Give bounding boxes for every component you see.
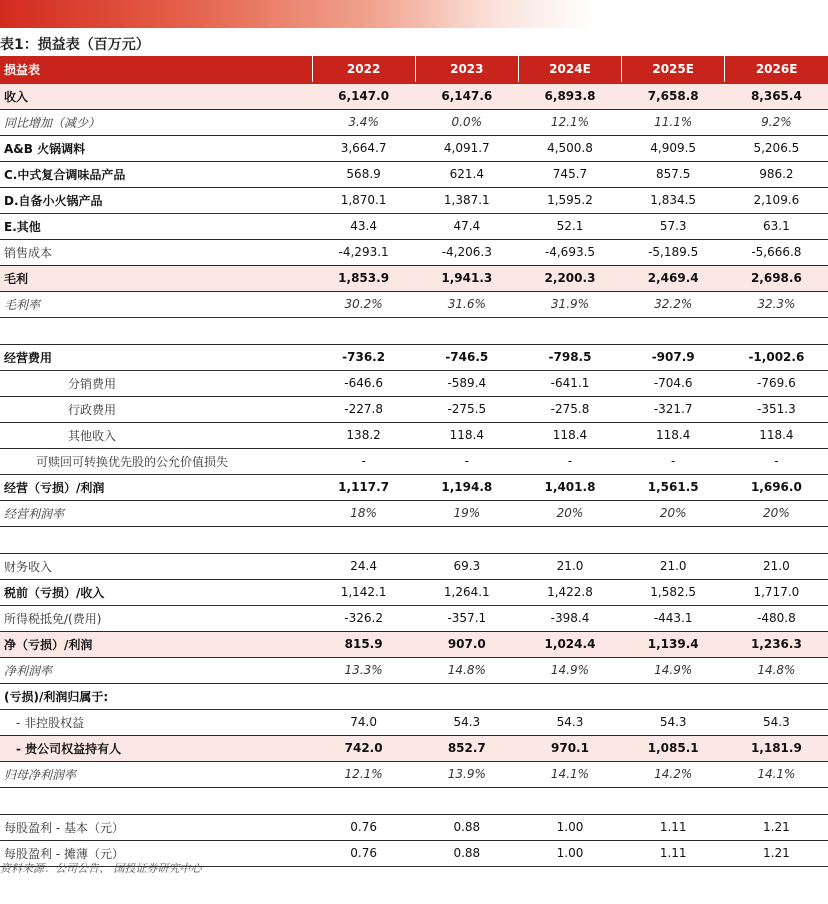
row-value: -641.1 [518, 370, 621, 396]
table-body [0, 83, 828, 866]
row-value: 1,561.5 [622, 474, 725, 500]
row-value: 6,147.6 [415, 83, 518, 109]
row-value [622, 787, 725, 814]
row-value [622, 526, 725, 553]
row-value: -798.5 [518, 344, 621, 370]
row-value: -646.6 [312, 370, 415, 396]
row-value: 9.2% [725, 109, 828, 135]
row-value: 1,142.1 [312, 579, 415, 605]
row-value: 14.9% [622, 657, 725, 683]
table-row [0, 83, 828, 109]
row-label: 每股盈利 - 基本（元） [0, 814, 312, 840]
row-value: -227.8 [312, 396, 415, 422]
table-row [0, 109, 828, 135]
table-row [0, 213, 828, 239]
row-value: 54.3 [725, 709, 828, 735]
row-label: 其他收入 [0, 422, 312, 448]
row-value: 1.21 [725, 814, 828, 840]
row-value: -5,189.5 [622, 239, 725, 265]
row-label: 经营利润率 [0, 500, 312, 526]
row-value: 1,236.3 [725, 631, 828, 657]
row-value: 3,664.7 [312, 135, 415, 161]
row-value: 11.1% [622, 109, 725, 135]
row-value: 47.4 [415, 213, 518, 239]
row-value: 0.76 [312, 814, 415, 840]
row-value: 21.0 [725, 553, 828, 579]
row-value: 118.4 [518, 422, 621, 448]
row-value: 12.1% [518, 109, 621, 135]
table-row [0, 161, 828, 187]
row-value: 621.4 [415, 161, 518, 187]
row-value: 1,422.8 [518, 579, 621, 605]
row-value: 14.9% [518, 657, 621, 683]
row-value: 0.88 [415, 840, 518, 866]
row-value: 32.2% [622, 291, 725, 317]
row-value: 852.7 [415, 735, 518, 761]
header-year: 2025E [622, 56, 725, 83]
row-value: 1,401.8 [518, 474, 621, 500]
row-value [415, 317, 518, 344]
row-value: 1.11 [622, 840, 725, 866]
row-value: 815.9 [312, 631, 415, 657]
row-value: -769.6 [725, 370, 828, 396]
row-value: 1,941.3 [415, 265, 518, 291]
row-value: 6,893.8 [518, 83, 621, 109]
row-label [0, 317, 312, 344]
row-value: 30.2% [312, 291, 415, 317]
top-accent-bar [0, 0, 828, 28]
row-value [725, 526, 828, 553]
table-row [0, 526, 828, 553]
table-row [0, 631, 828, 657]
row-value: 7,658.8 [622, 83, 725, 109]
row-value: 63.1 [725, 213, 828, 239]
row-value: 986.2 [725, 161, 828, 187]
row-value [518, 683, 621, 709]
table-row [0, 761, 828, 787]
table-title: 表1：损益表（百万元） [0, 37, 150, 53]
row-label [0, 526, 312, 553]
row-value: - [518, 448, 621, 474]
row-value: 907.0 [415, 631, 518, 657]
table-row [0, 735, 828, 761]
row-value: 21.0 [518, 553, 621, 579]
table-row [0, 370, 828, 396]
header-year: 2022 [312, 56, 415, 83]
row-label: 所得税抵免/(费用) [0, 605, 312, 631]
row-value: 4,909.5 [622, 135, 725, 161]
row-value [725, 787, 828, 814]
table-row [0, 317, 828, 344]
row-value: 8,365.4 [725, 83, 828, 109]
row-label: 毛利 [0, 265, 312, 291]
row-label: (亏损)/利润归属于: [0, 683, 312, 709]
row-value: 1,717.0 [725, 579, 828, 605]
row-value: 19% [415, 500, 518, 526]
row-label: 毛利率 [0, 291, 312, 317]
row-value: 1,595.2 [518, 187, 621, 213]
row-value: - [415, 448, 518, 474]
row-value: 1,853.9 [312, 265, 415, 291]
row-value: 118.4 [415, 422, 518, 448]
table-row [0, 422, 828, 448]
row-value: 1,582.5 [622, 579, 725, 605]
row-value: 745.7 [518, 161, 621, 187]
row-value [415, 683, 518, 709]
table-row [0, 448, 828, 474]
row-label: D.自备小火锅产品 [0, 187, 312, 213]
row-value: - [622, 448, 725, 474]
row-value: 3.4% [312, 109, 415, 135]
row-value: 54.3 [518, 709, 621, 735]
row-value: 1,117.7 [312, 474, 415, 500]
row-value: 1,870.1 [312, 187, 415, 213]
row-value: -589.4 [415, 370, 518, 396]
row-value: 31.9% [518, 291, 621, 317]
row-value: 2,200.3 [518, 265, 621, 291]
table-header-row [0, 56, 828, 83]
row-value: 14.2% [622, 761, 725, 787]
row-value: 20% [518, 500, 621, 526]
row-value: 14.8% [725, 657, 828, 683]
row-value: 14.1% [725, 761, 828, 787]
row-value: -480.8 [725, 605, 828, 631]
row-label [0, 787, 312, 814]
row-value: 742.0 [312, 735, 415, 761]
row-label: 归母净利润率 [0, 761, 312, 787]
row-value: -357.1 [415, 605, 518, 631]
row-value [518, 317, 621, 344]
row-value: - [312, 448, 415, 474]
row-label: 税前（亏损）/收入 [0, 579, 312, 605]
row-value: 4,091.7 [415, 135, 518, 161]
row-value: 1,696.0 [725, 474, 828, 500]
row-value: -746.5 [415, 344, 518, 370]
row-value [312, 683, 415, 709]
row-value: 31.6% [415, 291, 518, 317]
row-value [415, 526, 518, 553]
row-value: 6,147.0 [312, 83, 415, 109]
row-value: - [725, 448, 828, 474]
row-value: 24.4 [312, 553, 415, 579]
row-label: - 贵公司权益持有人 [0, 735, 312, 761]
row-value: 69.3 [415, 553, 518, 579]
row-value: 1.00 [518, 814, 621, 840]
header-year: 2026E [725, 56, 828, 83]
row-value [622, 317, 725, 344]
row-value: 1,181.9 [725, 735, 828, 761]
income-statement-table [0, 56, 828, 867]
row-value [518, 526, 621, 553]
header-label: 损益表 [0, 56, 312, 83]
row-label: 同比增加（减少） [0, 109, 312, 135]
row-value: -5,666.8 [725, 239, 828, 265]
row-value: 13.3% [312, 657, 415, 683]
row-value: 54.3 [622, 709, 725, 735]
row-value [518, 787, 621, 814]
row-value: 21.0 [622, 553, 725, 579]
row-value: 1.00 [518, 840, 621, 866]
table-row [0, 683, 828, 709]
row-value [312, 526, 415, 553]
table-row [0, 579, 828, 605]
row-value: 118.4 [622, 422, 725, 448]
row-value: 5,206.5 [725, 135, 828, 161]
row-label: 经营费用 [0, 344, 312, 370]
row-value: -275.5 [415, 396, 518, 422]
table-row [0, 605, 828, 631]
row-value: 970.1 [518, 735, 621, 761]
table-row [0, 553, 828, 579]
header-year: 2024E [518, 56, 621, 83]
row-value: 1,264.1 [415, 579, 518, 605]
row-label: 收入 [0, 83, 312, 109]
row-value: 74.0 [312, 709, 415, 735]
row-value [622, 683, 725, 709]
row-value: 20% [622, 500, 725, 526]
row-value: 14.8% [415, 657, 518, 683]
row-value [725, 683, 828, 709]
table-row [0, 787, 828, 814]
row-label: 经营（亏损）/利润 [0, 474, 312, 500]
table-row [0, 657, 828, 683]
table-row [0, 814, 828, 840]
row-value [415, 787, 518, 814]
row-value [312, 317, 415, 344]
table-row [0, 709, 828, 735]
row-value: -907.9 [622, 344, 725, 370]
row-value: 1.11 [622, 814, 725, 840]
table-row [0, 291, 828, 317]
row-value: 54.3 [415, 709, 518, 735]
row-value: 20% [725, 500, 828, 526]
row-label: 净（亏损）/利润 [0, 631, 312, 657]
header-year: 2023 [415, 56, 518, 83]
row-value: 857.5 [622, 161, 725, 187]
row-label: 销售成本 [0, 239, 312, 265]
row-label: 净利润率 [0, 657, 312, 683]
table-row [0, 265, 828, 291]
row-value: -4,693.5 [518, 239, 621, 265]
table-row [0, 239, 828, 265]
row-value: -4,206.3 [415, 239, 518, 265]
table-row [0, 396, 828, 422]
row-value: -736.2 [312, 344, 415, 370]
row-value: -704.6 [622, 370, 725, 396]
table-row [0, 344, 828, 370]
row-value: 1,139.4 [622, 631, 725, 657]
row-value: 1,024.4 [518, 631, 621, 657]
row-value [725, 317, 828, 344]
row-value: 14.1% [518, 761, 621, 787]
row-value: 4,500.8 [518, 135, 621, 161]
row-value: 138.2 [312, 422, 415, 448]
row-label: 行政费用 [0, 396, 312, 422]
row-value: 1,194.8 [415, 474, 518, 500]
table-row [0, 187, 828, 213]
row-value: 18% [312, 500, 415, 526]
row-label: C.中式复合调味品产品 [0, 161, 312, 187]
row-value: 1,834.5 [622, 187, 725, 213]
row-value: -398.4 [518, 605, 621, 631]
row-value [312, 787, 415, 814]
row-value: 2,469.4 [622, 265, 725, 291]
row-value: 118.4 [725, 422, 828, 448]
row-value: -321.7 [622, 396, 725, 422]
row-value: -326.2 [312, 605, 415, 631]
row-value: 0.88 [415, 814, 518, 840]
row-value: 0.0% [415, 109, 518, 135]
row-value: 1,085.1 [622, 735, 725, 761]
table-row [0, 474, 828, 500]
row-value: 568.9 [312, 161, 415, 187]
row-value: -275.8 [518, 396, 621, 422]
row-value: 0.76 [312, 840, 415, 866]
row-value: 1.21 [725, 840, 828, 866]
source-note: 资料来源：公司公告、 国投证券研究中心 [0, 862, 202, 875]
row-value: 52.1 [518, 213, 621, 239]
row-value: -351.3 [725, 396, 828, 422]
table-row [0, 500, 828, 526]
row-value: -4,293.1 [312, 239, 415, 265]
row-value: 32.3% [725, 291, 828, 317]
row-value: 2,698.6 [725, 265, 828, 291]
row-value: 12.1% [312, 761, 415, 787]
row-label: - 非控股权益 [0, 709, 312, 735]
row-value: -1,002.6 [725, 344, 828, 370]
row-value: 43.4 [312, 213, 415, 239]
row-label: A&B 火锅调料 [0, 135, 312, 161]
row-value: 57.3 [622, 213, 725, 239]
row-value: 2,109.6 [725, 187, 828, 213]
table-row [0, 135, 828, 161]
row-label: 每股盈利 - 摊薄（元） [0, 840, 312, 866]
row-value: -443.1 [622, 605, 725, 631]
row-value: 13.9% [415, 761, 518, 787]
row-label: 分销费用 [0, 370, 312, 396]
row-value: 1,387.1 [415, 187, 518, 213]
row-label: 可赎回可转换优先股的公允价值损失 [0, 448, 312, 474]
row-label: E.其他 [0, 213, 312, 239]
row-label: 财务收入 [0, 553, 312, 579]
